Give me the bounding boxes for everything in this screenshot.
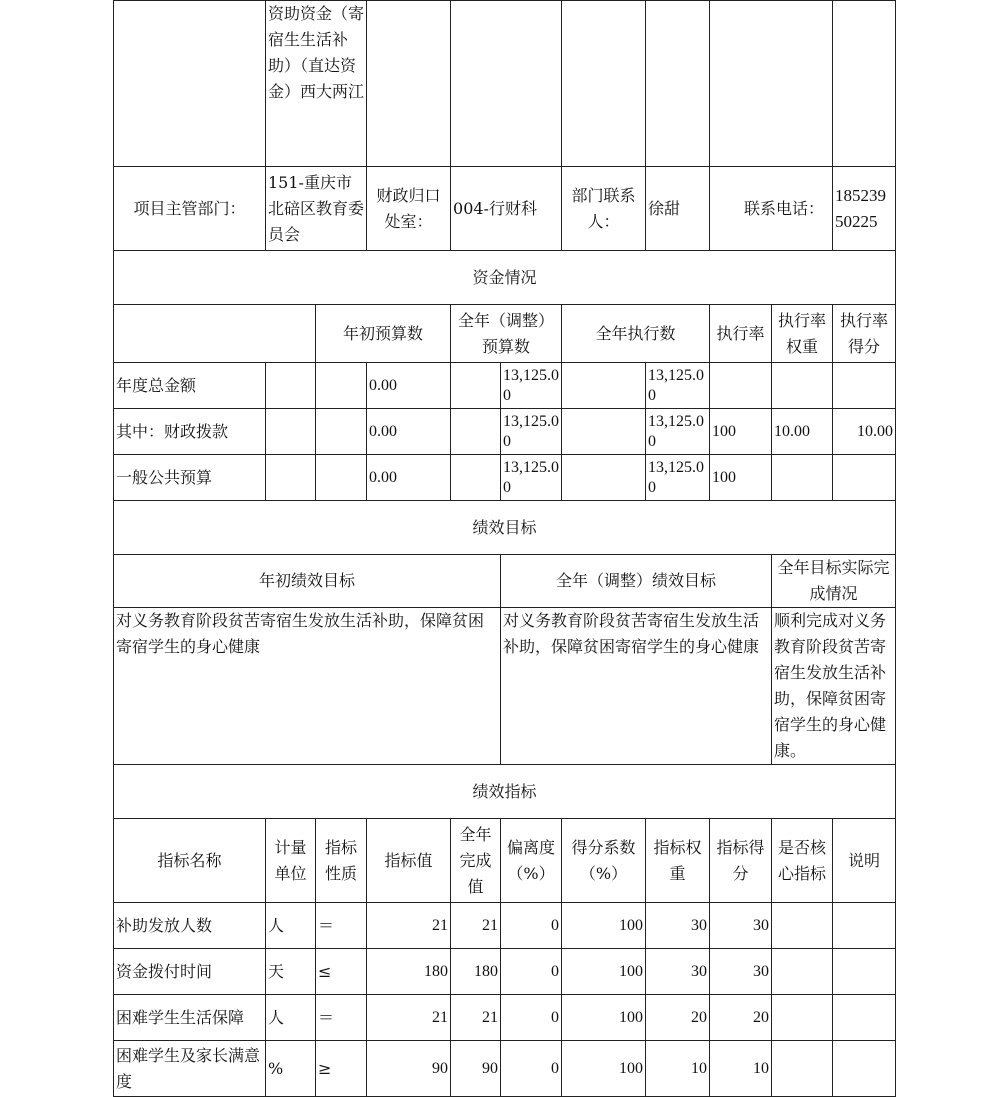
fund-adjusted: 13,125.00 [501, 363, 562, 409]
ind-nature: ＝ [316, 903, 367, 949]
ind-name: 困难学生及家长满意度 [114, 1041, 266, 1097]
ind-unit: 人 [266, 903, 316, 949]
fund-weight [772, 363, 833, 409]
initial-budget-header: 年初预算数 [316, 305, 451, 363]
fund-rate: 100 [710, 409, 772, 455]
project-name: 资助资金（寄宿生生活补助）（直达资金）西大两江 [266, 1, 367, 167]
ind-score: 10 [710, 1041, 772, 1097]
finance-value: 004-行财科 [451, 167, 562, 251]
ind-unit: 天 [266, 949, 316, 995]
ind-note [833, 1041, 896, 1097]
fund-score: 10.00 [833, 409, 896, 455]
blank-cell [833, 1, 896, 167]
ind-unit: % [266, 1041, 316, 1097]
fund-row [114, 409, 896, 455]
ind-score-header: 指标得分 [710, 819, 772, 903]
ind-core [772, 949, 833, 995]
weight-header: 执行率权重 [772, 305, 833, 363]
blank-cell [562, 1, 646, 167]
blank-cell [316, 409, 367, 455]
ind-core [772, 995, 833, 1041]
ind-unit: 人 [266, 995, 316, 1041]
table-row [114, 995, 896, 1041]
blank-cell [646, 1, 710, 167]
ind-note [833, 903, 896, 949]
ind-note [833, 949, 896, 995]
adjusted-goal-header: 全年（调整）绩效目标 [501, 555, 772, 608]
ind-deviation: 0 [501, 1041, 562, 1097]
ind-coef-header: 得分系数（%） [562, 819, 646, 903]
ind-deviation-header: 偏离度（%） [501, 819, 562, 903]
fund-row [114, 363, 896, 409]
fund-initial: 0.00 [367, 363, 451, 409]
blank-cell [367, 1, 451, 167]
ind-nature: ≥ [316, 1041, 367, 1097]
performance-report-table [113, 0, 896, 1097]
ind-value: 90 [367, 1041, 451, 1097]
ind-weight: 10 [646, 1041, 710, 1097]
ind-name: 补助发放人数 [114, 903, 266, 949]
fund-executed: 13,125.00 [646, 455, 710, 501]
ind-note-header: 说明 [833, 819, 896, 903]
fund-score [833, 363, 896, 409]
ind-note [833, 995, 896, 1041]
ind-core-header: 是否核心指标 [772, 819, 833, 903]
fund-executed: 13,125.00 [646, 363, 710, 409]
phone-value: 18523950225 [833, 167, 896, 251]
ind-core [772, 903, 833, 949]
ind-value: 180 [367, 949, 451, 995]
ind-coef: 100 [562, 949, 646, 995]
ind-completed-header: 全年完成值 [451, 819, 501, 903]
blank-cell [451, 409, 501, 455]
ind-deviation: 0 [501, 903, 562, 949]
fund-initial: 0.00 [367, 409, 451, 455]
ind-completed: 21 [451, 903, 501, 949]
actual-goal-text: 顺利完成对义务教育阶段贫苦寄宿生发放生活补助，保障贫困寄宿学生的身心健康。 [772, 608, 896, 765]
table-row [114, 1041, 896, 1097]
blank-cell [114, 1, 266, 167]
blank-cell [562, 409, 646, 455]
contact-value: 徐甜 [646, 167, 710, 251]
indicators-section-title: 绩效指标 [114, 765, 896, 819]
ind-weight-header: 指标权重 [646, 819, 710, 903]
finance-label: 财政归口处室： [367, 167, 451, 251]
fund-rate [710, 363, 772, 409]
ind-completed: 21 [451, 995, 501, 1041]
fund-executed: 13,125.00 [646, 409, 710, 455]
fund-row-label: 其中：财政拨款 [114, 409, 266, 455]
ind-coef: 100 [562, 903, 646, 949]
contact-label: 部门联系人： [562, 167, 646, 251]
phone-label: 联系电话： [710, 167, 833, 251]
ind-nature-header: 指标性质 [316, 819, 367, 903]
blank-cell [316, 455, 367, 501]
ind-name: 资金拨付时间 [114, 949, 266, 995]
blank-cell [562, 363, 646, 409]
goals-section-title: 绩效目标 [114, 501, 896, 555]
blank-cell [562, 455, 646, 501]
fund-row-label: 一般公共预算 [114, 455, 266, 501]
executed-header: 全年执行数 [562, 305, 710, 363]
ind-name-header: 指标名称 [114, 819, 266, 903]
ind-nature: ≤ [316, 949, 367, 995]
fund-adjusted: 13,125.00 [501, 409, 562, 455]
ind-score: 20 [710, 995, 772, 1041]
blank-cell [451, 363, 501, 409]
fund-score [833, 455, 896, 501]
adjusted-goal-text: 对义务教育阶段贫苦寄宿生发放生活补助，保障贫困寄宿学生的身心健康 [501, 608, 772, 765]
blank-cell [316, 363, 367, 409]
ind-score: 30 [710, 903, 772, 949]
adjusted-budget-header: 全年（调整）预算数 [451, 305, 562, 363]
actual-goal-header: 全年目标实际完成情况 [772, 555, 896, 608]
ind-value: 21 [367, 903, 451, 949]
ind-unit-header: 计量单位 [266, 819, 316, 903]
ind-value-header: 指标值 [367, 819, 451, 903]
initial-goal-header: 年初绩效目标 [114, 555, 501, 608]
fund-rate: 100 [710, 455, 772, 501]
blank-cell [114, 305, 266, 363]
dept-label: 项目主管部门： [114, 167, 266, 251]
ind-coef: 100 [562, 1041, 646, 1097]
fund-weight: 10.00 [772, 409, 833, 455]
ind-value: 21 [367, 995, 451, 1041]
fund-row [114, 455, 896, 501]
ind-coef: 100 [562, 995, 646, 1041]
rate-header: 执行率 [710, 305, 772, 363]
blank-cell [266, 305, 316, 363]
fund-weight [772, 455, 833, 501]
ind-deviation: 0 [501, 949, 562, 995]
blank-cell [451, 1, 562, 167]
ind-nature: ＝ [316, 995, 367, 1041]
fund-initial: 0.00 [367, 455, 451, 501]
ind-core [772, 1041, 833, 1097]
dept-value: 151-重庆市北碚区教育委员会 [266, 167, 367, 251]
blank-cell [266, 409, 316, 455]
ind-weight: 30 [646, 949, 710, 995]
blank-cell [266, 455, 316, 501]
ind-score: 30 [710, 949, 772, 995]
table-row [114, 949, 896, 995]
blank-cell [266, 363, 316, 409]
ind-completed: 90 [451, 1041, 501, 1097]
table-row [114, 903, 896, 949]
initial-goal-text: 对义务教育阶段贫苦寄宿生发放生活补助，保障贫困寄宿学生的身心健康 [114, 608, 501, 765]
ind-completed: 180 [451, 949, 501, 995]
blank-cell [710, 1, 833, 167]
fund-row-label: 年度总金额 [114, 363, 266, 409]
ind-weight: 20 [646, 995, 710, 1041]
ind-deviation: 0 [501, 995, 562, 1041]
blank-cell [451, 455, 501, 501]
ind-name: 困难学生生活保障 [114, 995, 266, 1041]
fund-adjusted: 13,125.00 [501, 455, 562, 501]
ind-weight: 30 [646, 903, 710, 949]
funds-section-title: 资金情况 [114, 251, 896, 305]
score-header: 执行率得分 [833, 305, 896, 363]
